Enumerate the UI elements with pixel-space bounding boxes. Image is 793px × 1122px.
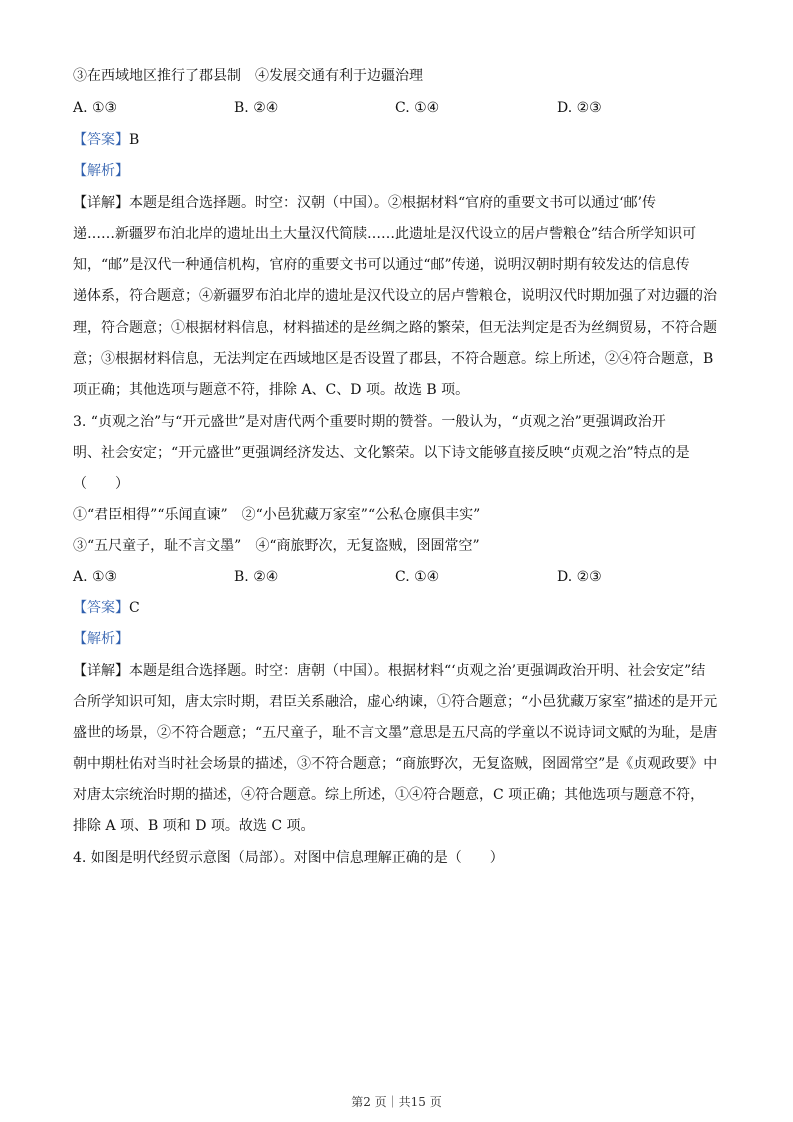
q4-stem: 4. 如图是明代经贸示意图（局部）。对图中信息理解正确的是（ ） (73, 850, 504, 866)
q2-detail-line-2: 递……新疆罗布泊北岸的遗址出土大量汉代简牍……此遗址是汉代设立的居卢訾粮仓”结合所学知识可 (73, 226, 697, 242)
q3-detail-line-4: 朝中期杜佑对当时社会场景的描述，③不符合题意；“商旅野次，无复盗贼，囹圄常空”是《贞观政要》中 (73, 756, 718, 772)
q2-analysis-tag (73, 161, 723, 181)
q3-option-a: A. ①③ (73, 569, 118, 585)
q3-statements-3-4: ③“五尺童子，耻不言文墨” ④“商旅野次，无复盗贼，囹圄常空” (73, 538, 480, 554)
q2-answer-value: B (129, 132, 140, 148)
q3-analysis-label: 【解析】 (73, 631, 129, 647)
q3-analysis-tag (73, 629, 723, 649)
q2-option-a: A. ①③ (73, 100, 118, 116)
q3-detail-line-5: 对唐太宗统治时期的描述，④符合题意。综上所述，①④符合题意，C 项正确；其他选项与题意不符， (73, 787, 705, 803)
q3-detail-tag: 【详解】 (73, 663, 129, 679)
q2-detail-line-5: 理，符合题意；①根据材料信息，材料描述的是丝绸之路的繁荣，但无法判定是否为丝绸贸易，不符合题 (73, 320, 717, 336)
q3-detail-text: 本题是组合选择题。时空：唐朝（中国）。根据材料“‘贞观之治’更强调政治开明、社会安定”结 (129, 663, 706, 679)
q3-detail-line-3: 盛世的场景，②不符合题意；“五尺童子，耻不言文墨”意思是五尺高的学童以不说诗词文赋的为耻，是唐 (73, 725, 718, 741)
q2-detail-line-1 (73, 193, 723, 213)
q3-stem-line-2: 明、社会安定；“开元盛世”更强调经济发达、文化繁荣。以下诗文能够直接反映“贞观之治”特点的是 (73, 445, 690, 461)
q2-detail-line-4: 递体系，符合题意；④新疆罗布泊北岸的遗址是汉代设立的居卢訾粮仓，说明汉代时期加强了对边疆的治 (73, 288, 717, 304)
page-footer: 第2 页｜共15 页 (351, 1095, 442, 1109)
q2-answer (73, 130, 723, 150)
q3-detail-line-1 (73, 661, 723, 681)
q2-detail-tag: 【详解】 (73, 195, 129, 211)
q3-stem-line-3: （ ） (73, 476, 129, 492)
q3-detail-line-2: 合所学知识可知，唐太宗时期，君臣关系融洽，虚心纳谏，①符合题意；“小邑犹藏万家室”描述的是开元 (73, 694, 718, 710)
q2-answer-tag: 【答案】 (73, 132, 129, 148)
q2-option-d: D. ②③ (557, 100, 602, 116)
q2-detail-text: 本题是组合选择题。时空：汉朝（中国）。②根据材料“官府的重要文书可以通过‘邮’传 (129, 195, 657, 211)
q3-stem-line-1: 3. “贞观之治”与“开元盛世”是对唐代两个重要时期的赞誉。一般认为，“贞观之治”更强调政治开 (73, 414, 666, 430)
q2-analysis-label: 【解析】 (73, 163, 129, 179)
q2-statements-3-4: ③在西域地区推行了郡县制 ④发展交通有利于边疆治理 (73, 68, 423, 84)
q3-option-c: C. ①④ (395, 569, 440, 585)
q3-answer-value: C (129, 600, 140, 616)
q3-answer-tag: 【答案】 (73, 600, 129, 616)
q3-statements-1-2: ①“君臣相得”“乐闻直谏” ②“小邑犹藏万家室”“公私仓廪俱丰实” (73, 507, 481, 523)
q2-detail-line-3: 知，“邮”是汉代一种通信机构，官府的重要文书可以通过“邮”传递，说明汉朝时期有较发达的信息传 (73, 257, 690, 273)
q2-detail-line-7: 项正确；其他选项与题意不符，排除 A、C、D 项。故选 B 项。 (73, 382, 470, 398)
q2-option-c: C. ①④ (395, 100, 440, 116)
q2-option-b: B. ②④ (234, 100, 279, 116)
q3-option-b: B. ②④ (234, 569, 279, 585)
q2-detail-line-6: 意；③根据材料信息，无法判定在西域地区是否设置了郡县，不符合题意。综上所述，②④符合题意，B (73, 351, 714, 367)
q3-option-d: D. ②③ (557, 569, 602, 585)
q3-detail-line-6: 排除 A 项、B 项和 D 项。故选 C 项。 (73, 818, 315, 834)
q3-answer (73, 598, 723, 618)
